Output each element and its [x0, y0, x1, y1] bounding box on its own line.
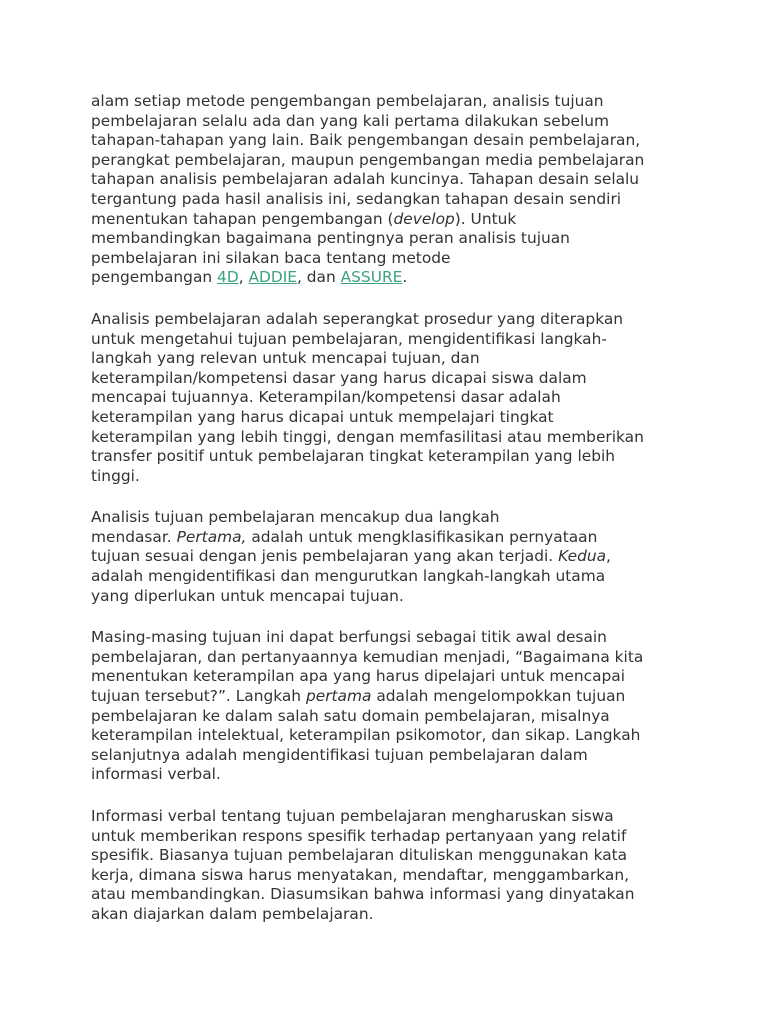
text-line: Masing-masing tujuan ini dapat berfungsi sebagai titik awal desain	[91, 628, 607, 647]
text-line	[91, 268, 691, 288]
paragraph-intro	[91, 92, 691, 288]
text-line: membandingkan bagaimana pentingnya peran analisis tujuan	[91, 229, 570, 248]
text-line: tahapan-tahapan yang lain. Baik pengembangan desain pembelajaran,	[91, 131, 641, 150]
text-line: spesifik. Biasanya tujuan pembelajaran dituliskan menggunakan kata	[91, 846, 628, 865]
text-line: keterampilan intelektual, keterampilan psikomotor, dan sikap. Langkah	[91, 726, 641, 745]
text-line: tinggi.	[91, 466, 140, 485]
text-line: tahapan analisis pembelajaran adalah kuncinya. Tahapan desain selalu	[91, 170, 640, 189]
text-line: untuk mengetahui tujuan pembelajaran, mengidentifikasi langkah-	[91, 329, 607, 348]
link-4d[interactable]: 4D	[217, 268, 239, 287]
italic-term-develop: develop	[393, 209, 455, 228]
text-line: kerja, dimana siswa harus menyatakan, mendaftar, menggambarkan,	[91, 865, 630, 884]
text-span: tujuan sesuai dengan jenis pembelajaran yang akan terjadi.	[91, 547, 559, 566]
text-line: Informasi verbal tentang tujuan pembelajaran mengharuskan siswa	[91, 807, 614, 825]
italic-term-pertama: Pertama,	[176, 527, 247, 546]
text-line: pembelajaran ke dalam salah satu domain pembelajaran, misalnya	[91, 706, 610, 725]
text-span: adalah untuk mengklasifikasikan pernyataan	[246, 527, 598, 546]
text-line: informasi verbal.	[91, 765, 221, 784]
text-span: tujuan tersebut?”. Langkah	[91, 687, 306, 706]
text-span: menentukan tahapan pengembangan (	[91, 209, 394, 228]
text-span: ). Untuk	[454, 209, 517, 228]
text-line: Analisis pembelajaran adalah seperangkat prosedur yang diterapkan	[91, 309, 624, 328]
text-line: akan diajarkan dalam pembelajaran.	[91, 904, 374, 923]
paragraph-definition	[91, 310, 691, 486]
text-line: pembelajaran ini silakan baca tentang metode	[91, 248, 451, 267]
text-line: keterampilan yang harus dicapai untuk mempelajari tingkat	[91, 407, 554, 426]
paragraph-verbal-information	[91, 807, 691, 925]
text-line: alam setiap metode pengembangan pembelajaran, analisis tujuan	[91, 92, 604, 110]
document-body	[91, 92, 691, 947]
text-line: transfer positif untuk pembelajaran tingkat keterampilan yang lebih	[91, 447, 615, 466]
link-addie[interactable]: ADDIE	[248, 268, 297, 287]
text-line: mencapai tujuannya. Keterampilan/kompetensi dasar adalah	[91, 388, 561, 407]
text-line: untuk memberikan respons spesifik terhadap pertanyaan yang relatif	[91, 826, 627, 845]
text-line: selanjutnya adalah mengidentifikasi tujuan pembelajaran dalam	[91, 745, 588, 764]
text-span: , dan	[296, 268, 341, 287]
text-span: adalah mengelompokkan tujuan	[371, 687, 626, 706]
text-line: menentukan keterampilan apa yang harus dipelajari untuk mencapai	[91, 667, 625, 686]
text-line: tergantung pada hasil analisis ini, sedangkan tahapan desain sendiri	[91, 189, 622, 208]
paragraph-two-steps	[91, 508, 691, 606]
text-line	[91, 528, 691, 548]
text-span: .	[402, 268, 408, 287]
text-span: mendasar.	[91, 527, 177, 546]
text-line	[91, 210, 691, 230]
text-line: pembelajaran selalu ada dan yang kali pertama dilakukan sebelum	[91, 111, 610, 130]
text-line	[91, 687, 691, 707]
italic-term-pertama: pertama	[305, 687, 372, 706]
text-line: adalah mengidentifikasi dan mengurutkan langkah-langkah utama	[91, 567, 606, 586]
paragraph-starting-point	[91, 628, 691, 785]
text-span: ,	[606, 547, 611, 566]
text-line: keterampilan/kompetensi dasar yang harus dicapai siswa dalam	[91, 368, 587, 387]
text-span: ,	[238, 268, 249, 287]
text-line: keterampilan yang lebih tinggi, dengan memfasilitasi atau memberikan	[91, 427, 644, 446]
text-line: atau membandingkan. Diasumsikan bahwa informasi yang dinyatakan	[91, 885, 635, 904]
text-line: pembelajaran, dan pertanyaannya kemudian menjadi, “Bagaimana kita	[91, 647, 644, 666]
text-line: langkah yang relevan untuk mencapai tujuan, dan	[91, 349, 480, 368]
text-line: yang diperlukan untuk mencapai tujuan.	[91, 586, 404, 605]
text-span: pengembangan	[91, 268, 218, 287]
text-line: Analisis tujuan pembelajaran mencakup dua langkah	[91, 508, 500, 527]
italic-term-kedua: Kedua	[558, 547, 607, 566]
text-line: perangkat pembelajaran, maupun pengembangan media pembelajaran	[91, 150, 645, 169]
text-line	[91, 547, 691, 567]
link-assure[interactable]: ASSURE	[340, 268, 403, 287]
